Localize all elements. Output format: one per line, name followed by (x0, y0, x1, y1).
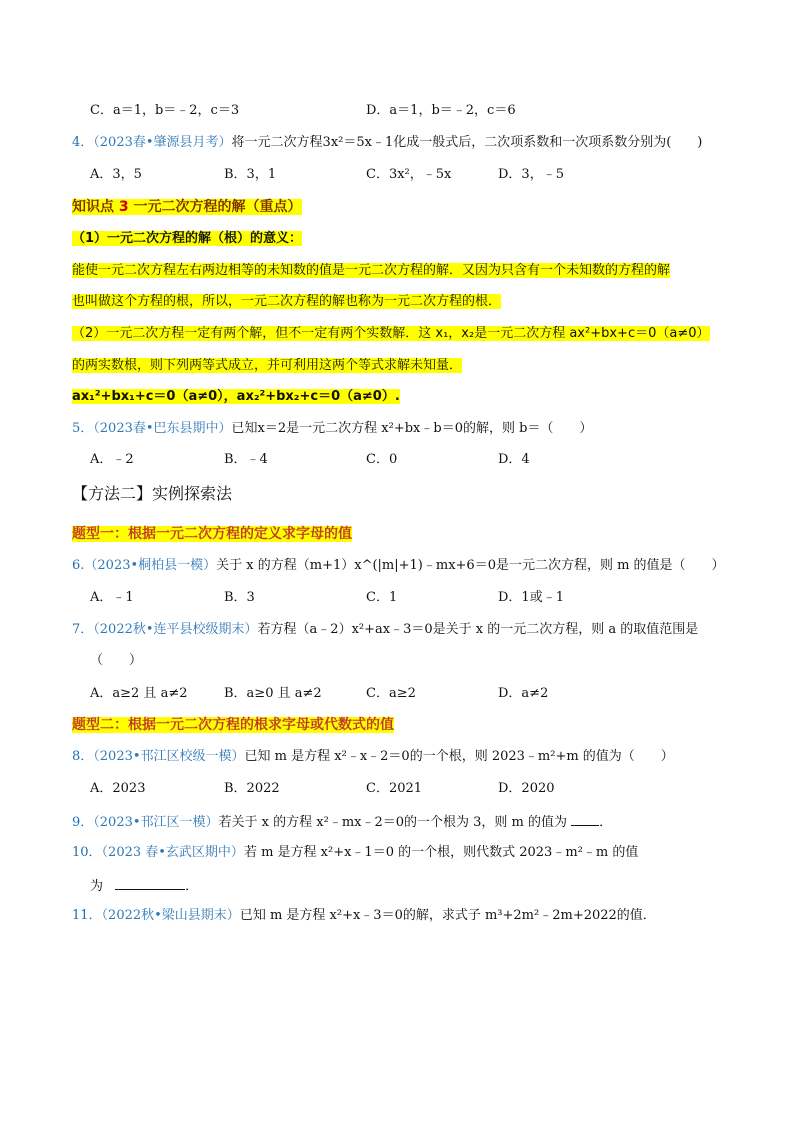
q7-source: （2022秋•连平县校级期末） (93, 622, 258, 637)
q8-option-a: A．2023 (90, 781, 146, 796)
kp-paragraph-2b (72, 292, 501, 312)
kp-p3b: 的两实数根，则下列两等式成立，并可利用这两个等式求解未知量． (72, 358, 463, 373)
q9-answer-blank[interactable] (571, 811, 599, 826)
q9-text: 若关于 x 的方程 x²﹣mx﹣2＝0的一个根为 3，则 m 的值为 (218, 815, 568, 830)
q9-source: （2023•邗江区一模） (93, 815, 219, 830)
q6-source: （2023•桐柏县一模） (84, 558, 217, 573)
kp-paragraph-3a (72, 324, 710, 344)
type1-title (72, 524, 352, 544)
q5-option-d: D．4 (498, 452, 530, 467)
type1-title-text: 题型一：根据一元二次方程的定义求字母的值 (72, 526, 352, 542)
q4-number: 4． (72, 135, 94, 150)
q5-number: 5． (72, 421, 94, 436)
q10-answer-blank[interactable] (115, 875, 185, 890)
q10-stem (72, 843, 638, 863)
q6-text: 关于 x 的方程（m+1）x^(|m|+1)﹣mx+6＝0是一元二次方程，则 m 的值是（ ） (216, 558, 725, 573)
q7-option-c: C．a≥2 (366, 686, 416, 701)
type2-title-text: 题型二：根据一元二次方程的根求字母或代数式的值 (72, 717, 394, 733)
q4-source: （2023春•肇源县月考） (93, 135, 232, 150)
q3-option-c: C．a＝1，b＝﹣2，c＝3 (90, 103, 240, 118)
q7-stem (72, 620, 698, 640)
kp-p2a: 能使一元二次方程左右两边相等的未知数的值是一元二次方程的解．又因为只含有一个未知数的方程的解 (72, 263, 671, 278)
knowledge-point-title (72, 197, 302, 217)
q7-number: 7． (72, 622, 94, 637)
q10-text: 若 m 是方程 x²+x﹣1＝0 的一个根，则代数式 2023﹣m²﹣m 的值 (243, 845, 639, 860)
kp-number: 3 (118, 199, 129, 215)
kp-paragraph-1 (72, 229, 302, 249)
q6-option-c: C．1 (366, 590, 398, 605)
q4-option-a: A．3，5 (90, 167, 142, 182)
q8-source: （2023•邗江区校级一模） (93, 749, 245, 764)
method-title: 【方法二】实例探索法 (72, 484, 233, 503)
q3-option-d: D．a＝1，b＝﹣2，c＝6 (366, 103, 516, 118)
q11-source: （2022秋•梁山县期末） (101, 908, 240, 923)
q5-source: （2023春•巴东县期中） (93, 421, 232, 436)
q5-option-c: C．0 (366, 452, 398, 467)
q4-option-d: D．3，﹣5 (498, 167, 564, 182)
q8-text: 已知 m 是方程 x²﹣x﹣2＝0的一个根，则 2023﹣m²+m 的值为（ ） (244, 749, 674, 764)
q8-number: 8． (72, 749, 94, 764)
q10-end: ． (185, 879, 199, 894)
q4-stem (72, 133, 702, 153)
q7-paren: （ ） (90, 653, 143, 668)
q10-continuation (90, 875, 198, 897)
q8-option-c: C．2021 (366, 781, 423, 796)
q9-end: ． (599, 815, 613, 830)
q6-option-a: A．﹣1 (90, 590, 134, 605)
q8-option-b: B．2022 (224, 781, 280, 796)
q11-text: 已知 m 是方程 x²+x﹣3＝0的解，求式子 m³+2m²﹣2m+2022的值． (239, 908, 656, 923)
q5-stem (72, 419, 592, 439)
q5-option-a: A．﹣2 (90, 452, 134, 467)
q6-option-b: B．3 (224, 590, 255, 605)
q10-cont: 为 (90, 879, 104, 894)
kp-p3a: （2）一元二次方程一定有两个解，但不一定有两个实数解．这 x₁，x₂是一元二次方程 ax²+bx+c＝0（a≠0） (72, 326, 710, 341)
q4-option-b: B．3，1 (224, 167, 277, 182)
q9-stem (72, 811, 612, 833)
kp-p4: ax₁²+bx₁+c＝0（a≠0），ax₂²+bx₂+c＝0（a≠0）. (72, 389, 400, 404)
q7-option-b: B．a≥0 且 a≠2 (224, 686, 322, 701)
q8-option-d: D．2020 (498, 781, 555, 796)
q5-text: 已知x＝2是一元二次方程 x²+bx﹣b＝0的解，则 b＝（ ） (231, 421, 593, 436)
kp-paragraph-4 (72, 387, 400, 407)
q11-stem (72, 906, 656, 926)
q7-text: 若方程（a﹣2）x²+ax﹣3＝0是关于 x 的一元二次方程，则 a 的取值范围是 (257, 622, 699, 637)
q11-number: 11． (72, 908, 102, 923)
kp-p1: （1）一元二次方程的解（根）的意义： (72, 231, 303, 246)
q8-stem (72, 747, 674, 767)
q6-number: 6. (72, 558, 85, 573)
kp-p2b: 也叫做这个方程的根，所以，一元二次方程的解也称为一元二次方程的根． (72, 294, 502, 309)
q10-source: （2023 春•玄武区期中） (101, 845, 244, 860)
kp-prefix: 知识点 (72, 199, 114, 215)
kp-paragraph-3b (72, 356, 462, 376)
q4-option-c: C．3x²，﹣5x (366, 167, 452, 182)
q7-option-a: A．a≥2 且 a≠2 (90, 686, 188, 701)
kp-title-text: 一元二次方程的解（重点） (133, 199, 302, 215)
q10-number: 10． (72, 845, 102, 860)
q9-number: 9． (72, 815, 94, 830)
kp-paragraph-2a (72, 261, 670, 281)
q6-option-d: D．1或﹣1 (498, 590, 564, 605)
q4-text: 将一元二次方程3x²＝5x﹣1化成一般式后，二次项系数和一次项系数分别为( ) (231, 135, 703, 150)
q7-option-d: D．a≠2 (498, 686, 549, 701)
q6-stem (72, 556, 725, 576)
type2-title (72, 715, 394, 735)
q5-option-b: B．﹣4 (224, 452, 268, 467)
